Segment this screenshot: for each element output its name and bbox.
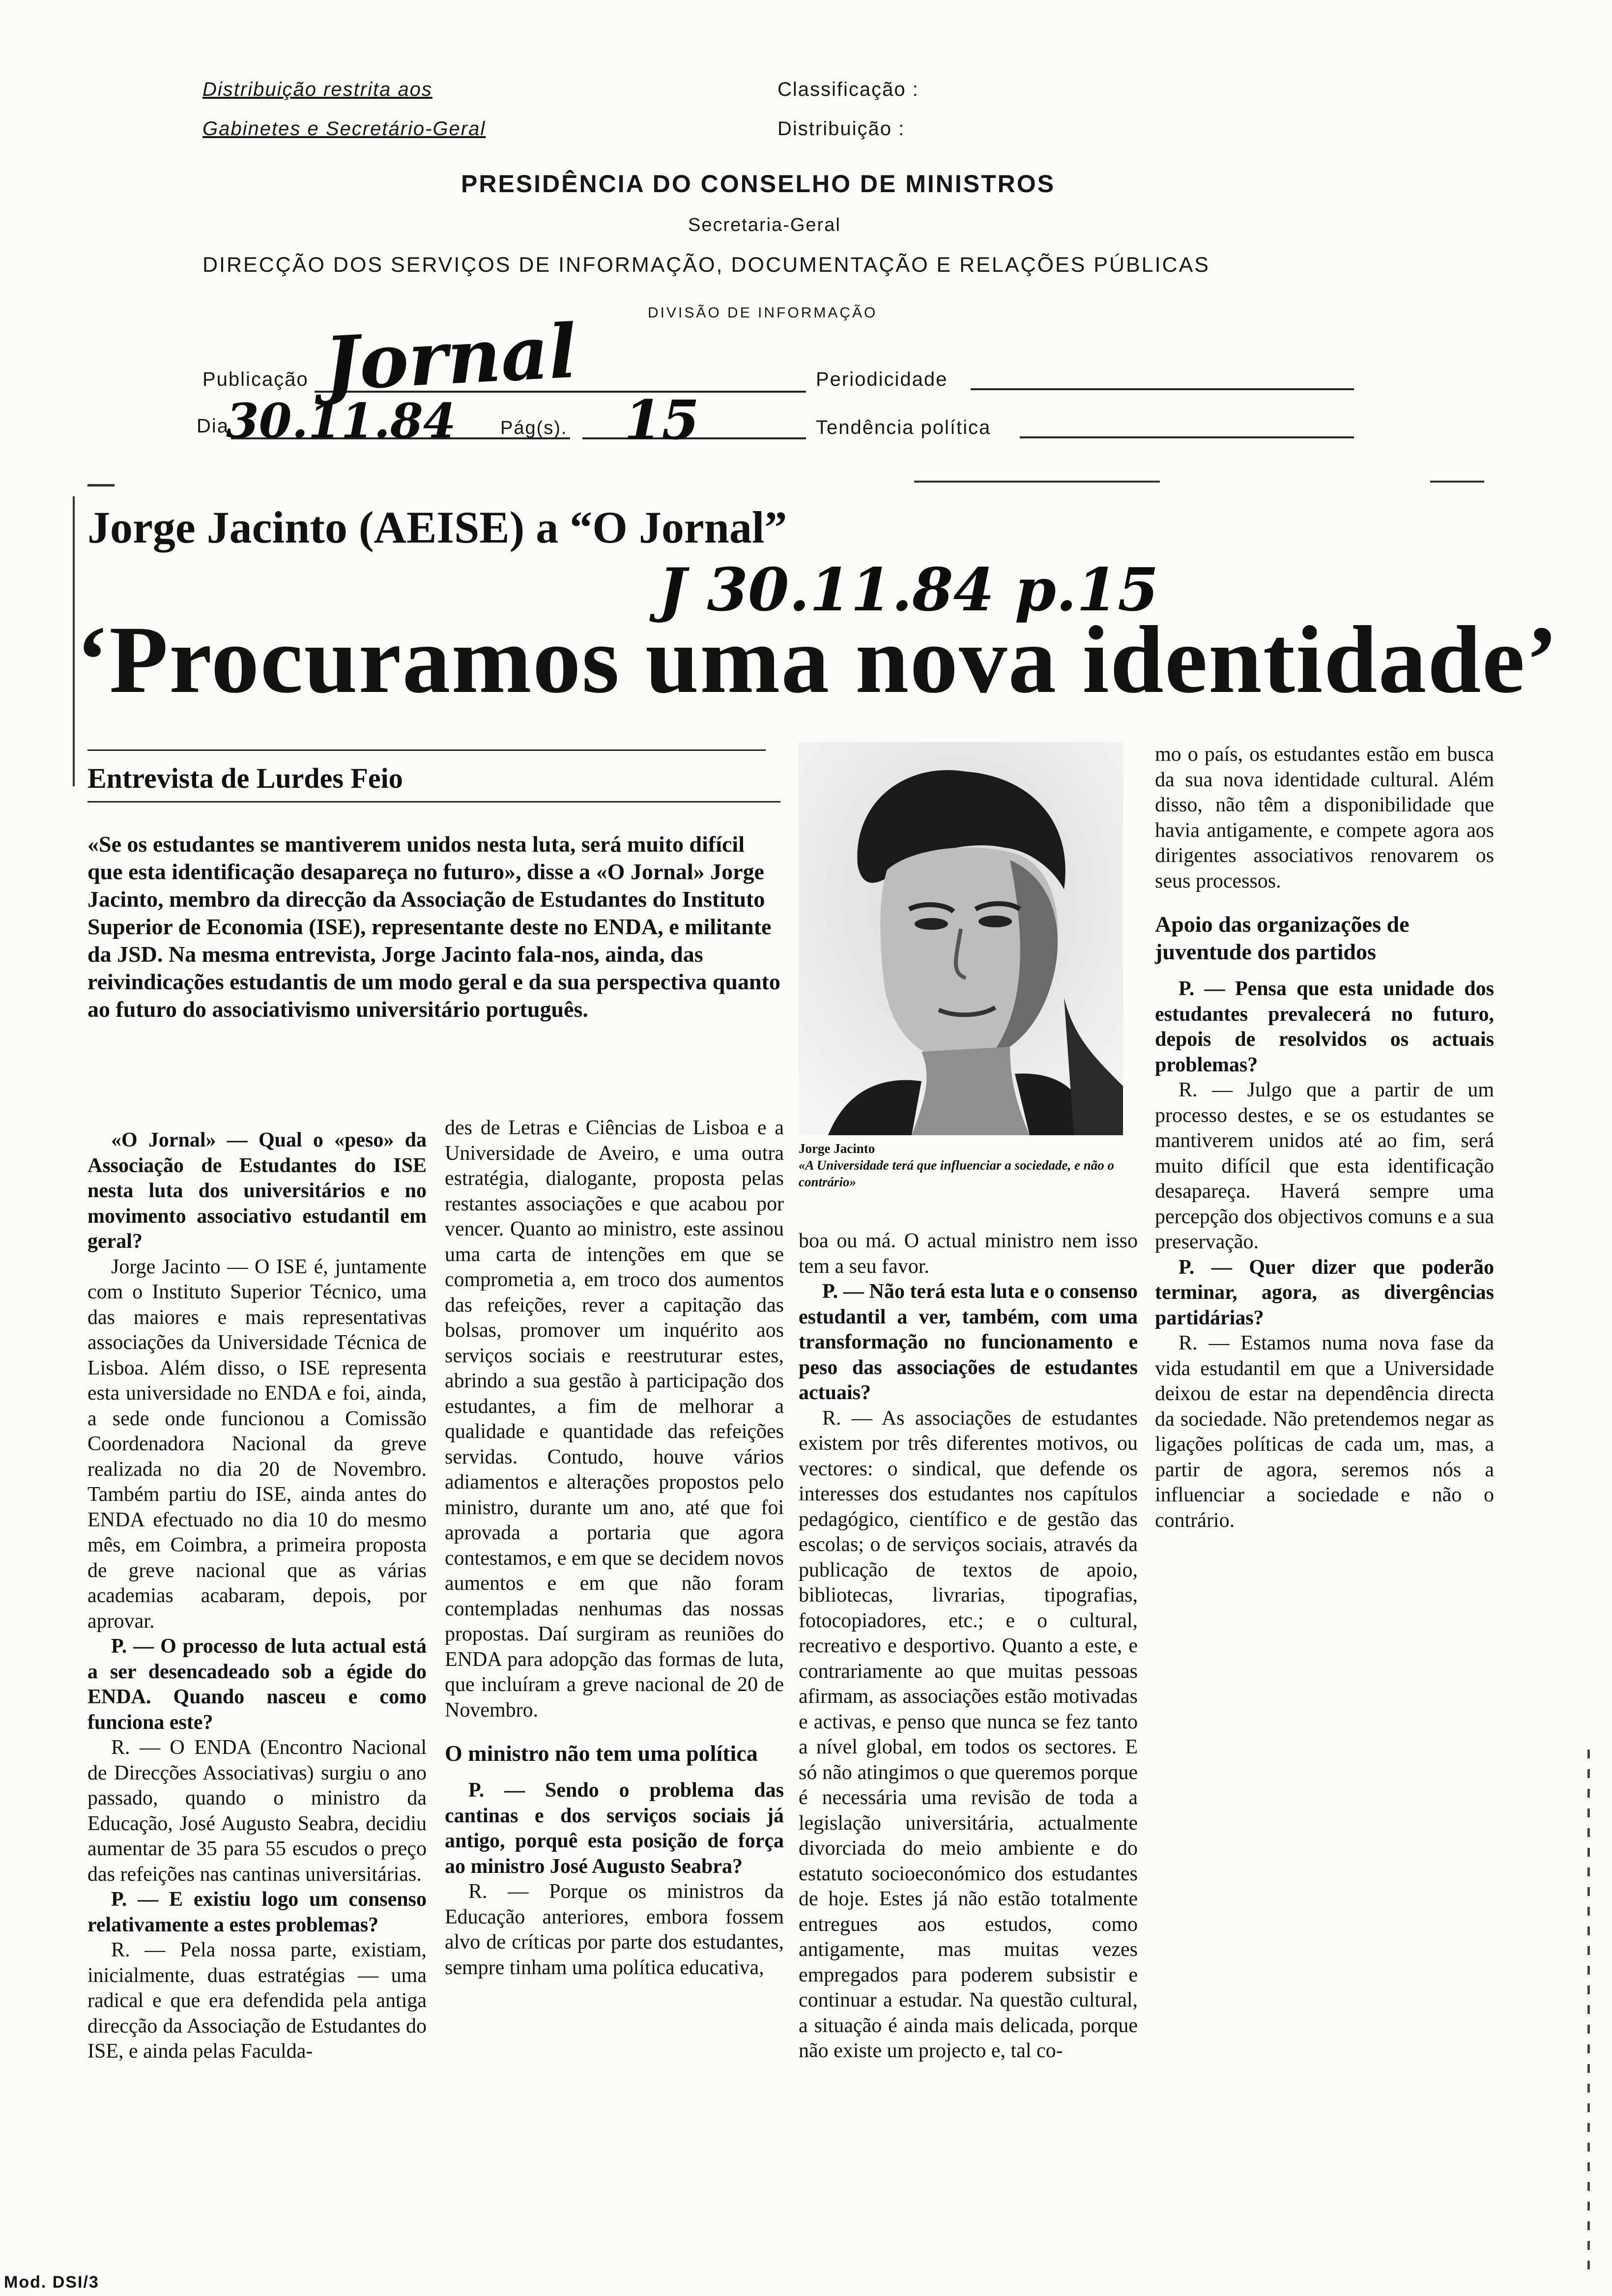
classification-label: Classificação : [777,79,919,100]
byline-top-rule [87,749,766,751]
interview-paragraph: R. — Estamos numa nova fase da vida estudantil em que a Universidade deixou de estar na dependência directa da sociedade. Não pretendemos negar as ligações políticas de cada um, mas, a partir de agora, seremos nós a influenciar a sociedade e não o contrário. [1155,1332,1494,1532]
presidency-title: PRESIDÊNCIA DO CONSELHO DE MINISTROS [461,170,1056,198]
article-column-4 [1155,742,1494,1533]
publication-label: Publicação [202,369,309,390]
byline-bottom-rule [87,801,780,803]
interview-paragraph: des de Letras e Ciências de Lisboa e a Universidade de Aveiro, e uma outra estratégia, dialogante, proposta pelas restantes associações e que acabou por vencer. Quanto ao ministro, este assinou uma carta de intenções em que se comprometia a, em troco dos aumentos das refeições, rever a capitação das bolsas, promover um inquérito aos serviços sociais e reestruturar estes, abrindo a sua gestão à participação dos estudantes, a fim de melhorar a qualidade e quantidade das refeições servidas. Contudo, houve vários adiamentos e alterações propostos pelo ministro, durante um ano, até que foi aprovada a portaria que agora contestamos, e em que se decidem novos aumentos e em que não foram contempladas nenhumas das nossas propostas. Daí surgiram as reuniões do ENDA para adopção das formas de luta, que incluíram a greve nacional de 20 de Novembro. [445,1117,784,1722]
form-code: Mod. DSI/3 [4,2273,99,2292]
political-tendency-label: Tendência política [816,417,991,438]
interview-question: «O Jornal» — Qual o «peso» da Associação de Estudantes do ISE nesta luta dos universitários e no movimento associativo estudantil em geral? [87,1129,427,1253]
interview-paragraph: R. — Porque os ministros da Educação anteriores, embora fossem alvo de críticas por parte dos estudantes, sempre tinham uma política educativa, [445,1880,784,1979]
photo-caption-quote: «A Universidade terá que influenciar a sociedade, e não o contrário» [799,1158,1114,1189]
photo-caption-name: Jorge Jacinto [799,1141,875,1156]
periodicity-label: Periodicidade [816,369,948,390]
interview-question: P. — Pensa que esta unidade dos estudantes prevalecerá no futuro, depois de resolvidos os actuais problemas? [1155,977,1494,1076]
clipping-top-rule-left [87,484,115,487]
article-column-2 [445,1116,784,1980]
clipping-top-rule-right [1430,481,1484,483]
article-kicker: Jorge Jacinto (AEISE) a “O Jornal” [87,502,787,552]
interview-question: P. — Quer dizer que poderão terminar, agora, as divergências partidárias? [1155,1256,1494,1329]
directorate-title: DIRECÇÃO DOS SERVIÇOS DE INFORMAÇÃO, DOCUMENTAÇÃO E RELAÇÕES PÚBLICAS [202,253,1210,277]
restricted-distribution-line2: Gabinetes e Secretário-Geral [202,118,486,140]
handwritten-publication: Jornal [322,308,579,408]
article-lead: «Se os estudantes se mantiverem unidos nesta luta, será muito difícil que esta identificação desapareça no futuro», disse a «O Jornal» Jorge Jacinto, membro da direcção da Associação de Estudantes do Instituto Superior de Economia (ISE), representante deste no ENDA, e militante da JSD. Na mesma entrevista, Jorge Jacinto fala-nos, ainda, das reivindicações estudantis de um modo geral e da sua perspectiva quanto ao futuro do associativismo universitário português. [87,832,780,1022]
handwritten-pages: 15 [624,388,700,452]
periodicity-underline [971,388,1354,390]
interview-paragraph: R. — O ENDA (Encontro Nacional de Direcções Associativas) surgiu o ano passado, quando o ministro da Educação, José Augusto Seabra, decidiu aumentar de 35 para 55 escudos o preço das refeições nas cantinas universitárias. [87,1736,427,1886]
article-byline: Entrevista de Lurdes Feio [87,762,403,794]
interview-paragraph: boa ou má. O actual ministro nem isso tem a seu favor. [799,1230,1138,1278]
article-column-3 [799,1229,1138,2064]
interview-question: P. — E existiu logo um consenso relativamente a estes problemas? [87,1888,427,1936]
margin-artifact-right [1587,1750,1590,2270]
interview-question: P. — Sendo o problema das cantinas e dos serviços sociais já antigo, porquê esta posição de força ao ministro José Augusto Seabra? [445,1779,784,1878]
interview-question: P. — O processo de luta actual está a ser desencadeado sob a égide do ENDA. Quando nasceu e como funciona este? [87,1635,427,1734]
interview-paragraph: mo o país, os estudantes estão em busca da sua nova identidade cultural. Além disso, não têm a disponibilidade que havia antigamente, e compete agora aos dirigentes associativos renovarem os seus processos. [1155,743,1494,892]
clipping-top-rule-mid [914,481,1160,483]
political-tendency-underline [1020,436,1354,438]
article-column-1 [87,1128,427,2065]
interview-paragraph: R. — As associações de estudantes existem por três diferentes motivos, ou vectores: o sindical, que defende os interesses dos estudantes nos capítulos pedagógico, científico e de gestão das escolas; o de serviços sociais, através da publicação de textos de apoio, bibliotecas, livrarias, tipografias, fotocopiadores, etc.; e o cultural, recreativo e desportivo. Quanto a este, e contrariamente ao que muitas pessoas afirmam, as associações estão motivadas e activas, e penso que nunca se fez tanto a nível global, em todos os sectores. E só não atingimos o que queremos porque é necessária uma revisão de toda a legislação universitária, actualmente divorciada do meio ambiente e do estatuto socioeconómico dos estudantes de hoje. Estes já não estão totalmente entregues aos estudos, como antigamente, mas muitas vezes empregados para poderem subsistir e continuar a estudar. Na questão cultural, a situação é ainda mais delicada, porque não existe um projecto e, tal co- [799,1406,1138,2062]
interview-paragraph: R. — Pela nossa parte, existiam, inicialmente, duas estratégias — uma radical e que era defendida pela antiga direcção da Associação de Estudantes do ISE, e ainda pelas Faculda- [87,1939,427,2063]
interview-question: P. — Não terá esta luta e o consenso estudantil a ver, também, com uma transformação no funcionamento e peso das associações de estudantes actuais? [799,1280,1138,1404]
interview-paragraph: R. — Julgo que a partir de um processo destes, e se os estudantes se mantiverem unidos até ao fim, será muito difícil que esta identificação desapareça. Haverá sempre uma percepção dos objectivos comuns e a sua preservação. [1155,1079,1494,1253]
division-title: DIVISÃO DE INFORMAÇÃO [648,305,878,321]
clipping-left-bracket [73,496,75,786]
portrait-photo [799,742,1123,1135]
handwritten-stamp: J 30.11.84 p.15 [659,555,1159,625]
photo-caption [799,1140,1143,1190]
pages-label: Pág(s). [500,418,568,438]
section-subheading: O ministro não tem uma política [445,1741,758,1766]
article-headline: ‘Procuramos uma nova identidade’ [76,606,1559,713]
handwritten-day: 30.11.84 [226,393,456,449]
distribution-label: Distribuição : [777,118,905,140]
interview-paragraph: Jorge Jacinto — O ISE é, juntamente com o Instituto Superior Técnico, uma das maiores e mais representativas associações da Universidade Técnica de Lisboa. Além disso, o ISE representa esta universidade no ENDA e foi, ainda, a sede onde funcionou a Comissão Coordenadora Nacional da greve realizada no dia 20 de Novembro. Também partiu do ISE, ainda antes do ENDA efectuado no dia 10 do mesmo mês, em Coimbra, a primeira proposta de greve nacional que as várias academias acabaram, depois, por aprovar. [87,1255,427,1633]
restricted-distribution-line1: Distribuição restrita aos [202,79,432,100]
day-label: Dia [197,415,230,437]
section-subheading: Apoio das organizações de juventude dos partidos [1155,912,1410,964]
secretariat-title: Secretaria-Geral [688,215,841,235]
